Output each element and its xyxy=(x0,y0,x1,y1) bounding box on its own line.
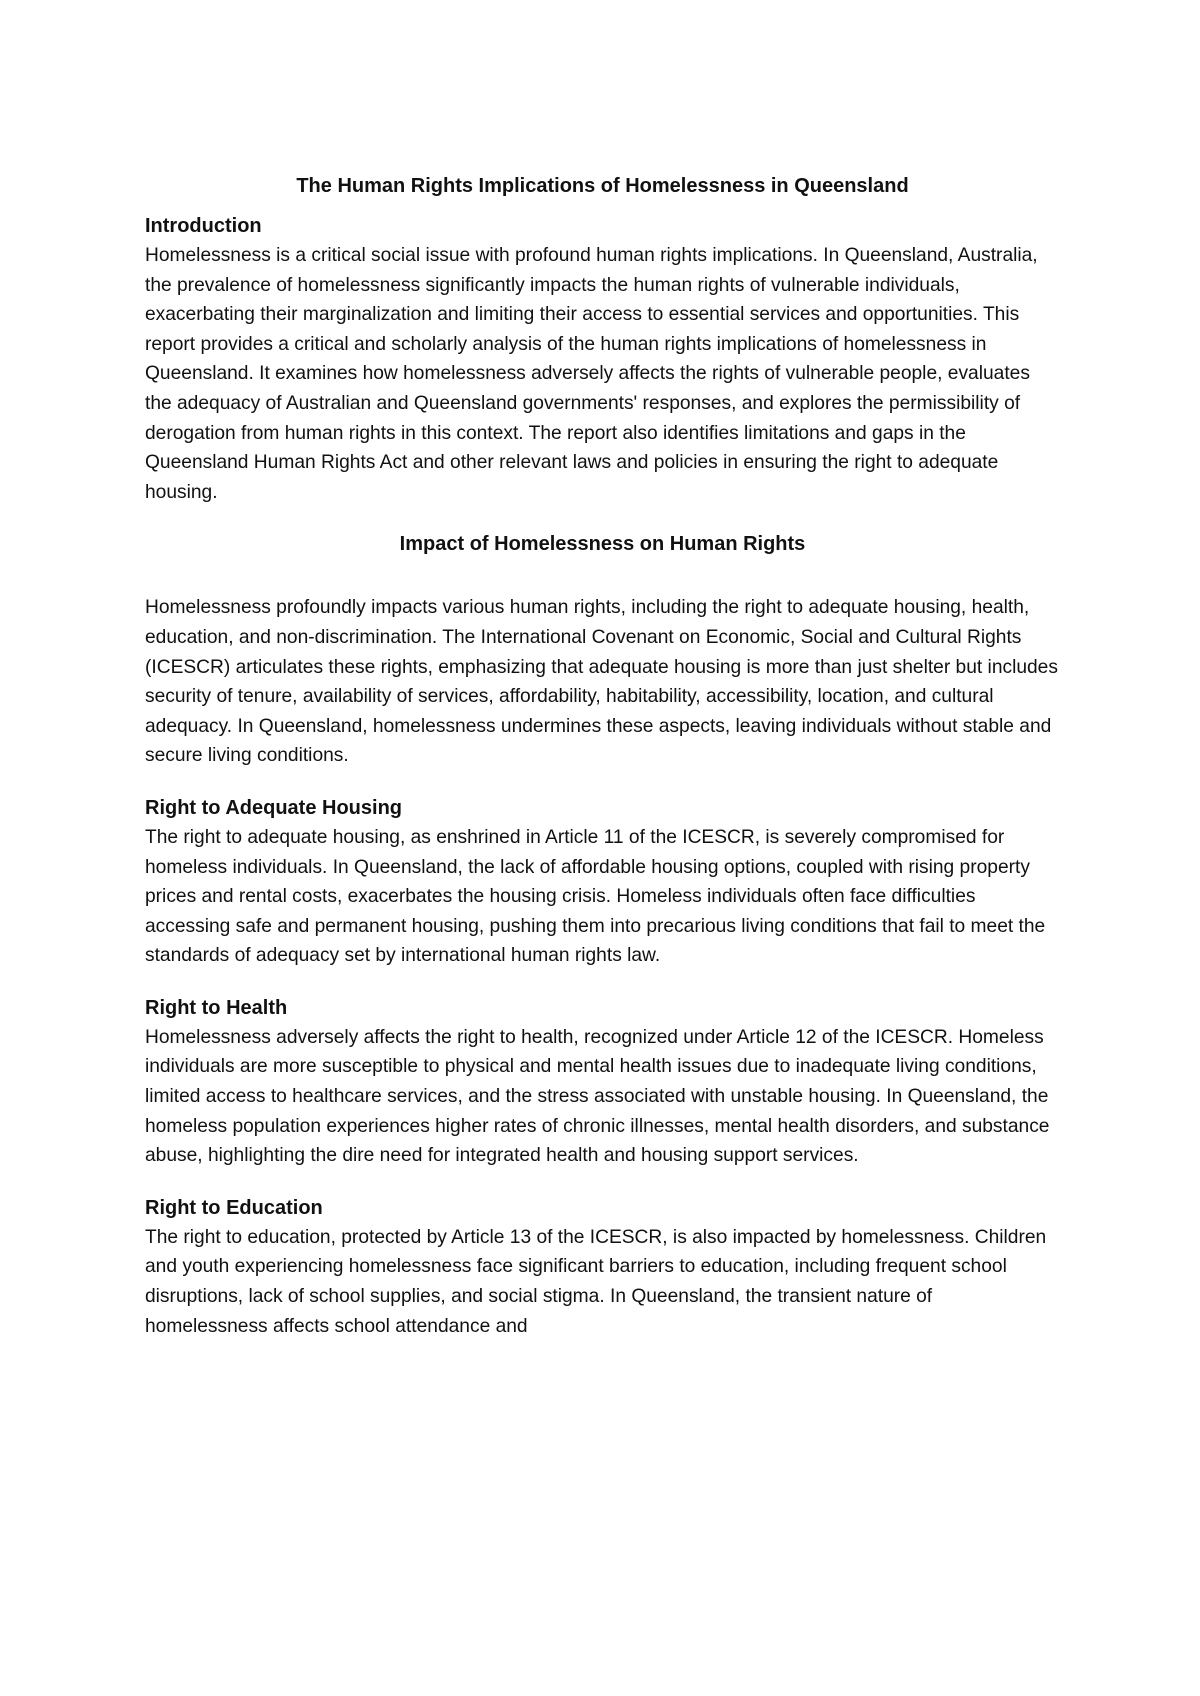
impact-heading: Impact of Homelessness on Human Rights xyxy=(399,533,806,556)
education-paragraph: The right to education, protected by Article 13 of the ICESCR, is also impacted by homelessness. Children and youth experiencing homelessness face significant barriers to education, including frequent school disruptions, lack of school supplies, and social stigma. In Queensland, the transient nature of homelessness affects school attendance and xyxy=(145,1226,1047,1337)
housing-paragraph: The right to adequate housing, as enshrined in Article 11 of the ICESCR, is severely compromised for homeless individuals. In Queensland, the lack of affordable housing options, coupled with rising property prices and rental costs, exacerbates the housing crisis. Homeless individuals often face difficulties accessing safe and permanent housing, pushing them into precarious living conditions that fail to meet the standards of adequacy set by international human rights law. xyxy=(145,826,1046,967)
health-paragraph: Homelessness adversely affects the right to health, recognized under Article 12 of the ICESCR. Homeless individuals are more susceptible to physical and mental health issues due to inadequate living conditions, limited access to healthcare services, and the stress associated with unstable housing. In Queensland, the homeless population experiences higher rates of chronic illnesses, mental health disorders, and substance abuse, highlighting the dire need for integrated health and housing support services. xyxy=(145,1026,1050,1167)
document-title: The Human Rights Implications of Homelessness in Queensland xyxy=(296,175,909,197)
impact-section xyxy=(145,593,1060,771)
document-body xyxy=(145,171,1060,1363)
introduction-heading: Introduction xyxy=(145,215,262,237)
impact-paragraph: Homelessness profoundly impacts various human rights, including the right to adequate housing, health, education, and non-discrimination. The International Covenant on Economic, Social and Cultural Rights (ICESCR) articulates these rights, emphasizing that adequate housing is more than just shelter but includes security of tenure, availability of services, affordability, habitability, accessibility, location, and cultural adequacy. In Queensland, homelessness undermines these aspects, leaving individuals without stable and secure living conditions. xyxy=(145,597,1058,767)
education-section xyxy=(145,1193,1060,1341)
health-heading: Right to Health xyxy=(145,996,288,1019)
housing-section xyxy=(145,793,1060,971)
health-section xyxy=(145,993,1060,1171)
education-heading: Right to Education xyxy=(145,1196,323,1219)
introduction-section xyxy=(145,211,1060,507)
introduction-paragraph: Homelessness is a critical social issue with profound human rights implications. In Queensland, Australia, the prevalence of homelessness significantly impacts the human rights of vulnerable individuals, exacerbating their marginalization and limiting their access to essential services and opportunities. This report provides a critical and scholarly analysis of the human rights implications of homelessness in Queensland. It examines how homelessness adversely affects the rights of vulnerable people, evaluates the adequacy of Australian and Queensland governments' responses, and explores the permissibility of derogation from human rights in this context. The report also identifies limitations and gaps in the Queensland Human Rights Act and other relevant laws and policies in ensuring the right to adequate housing. xyxy=(145,245,1038,503)
housing-heading: Right to Adequate Housing xyxy=(145,796,403,819)
